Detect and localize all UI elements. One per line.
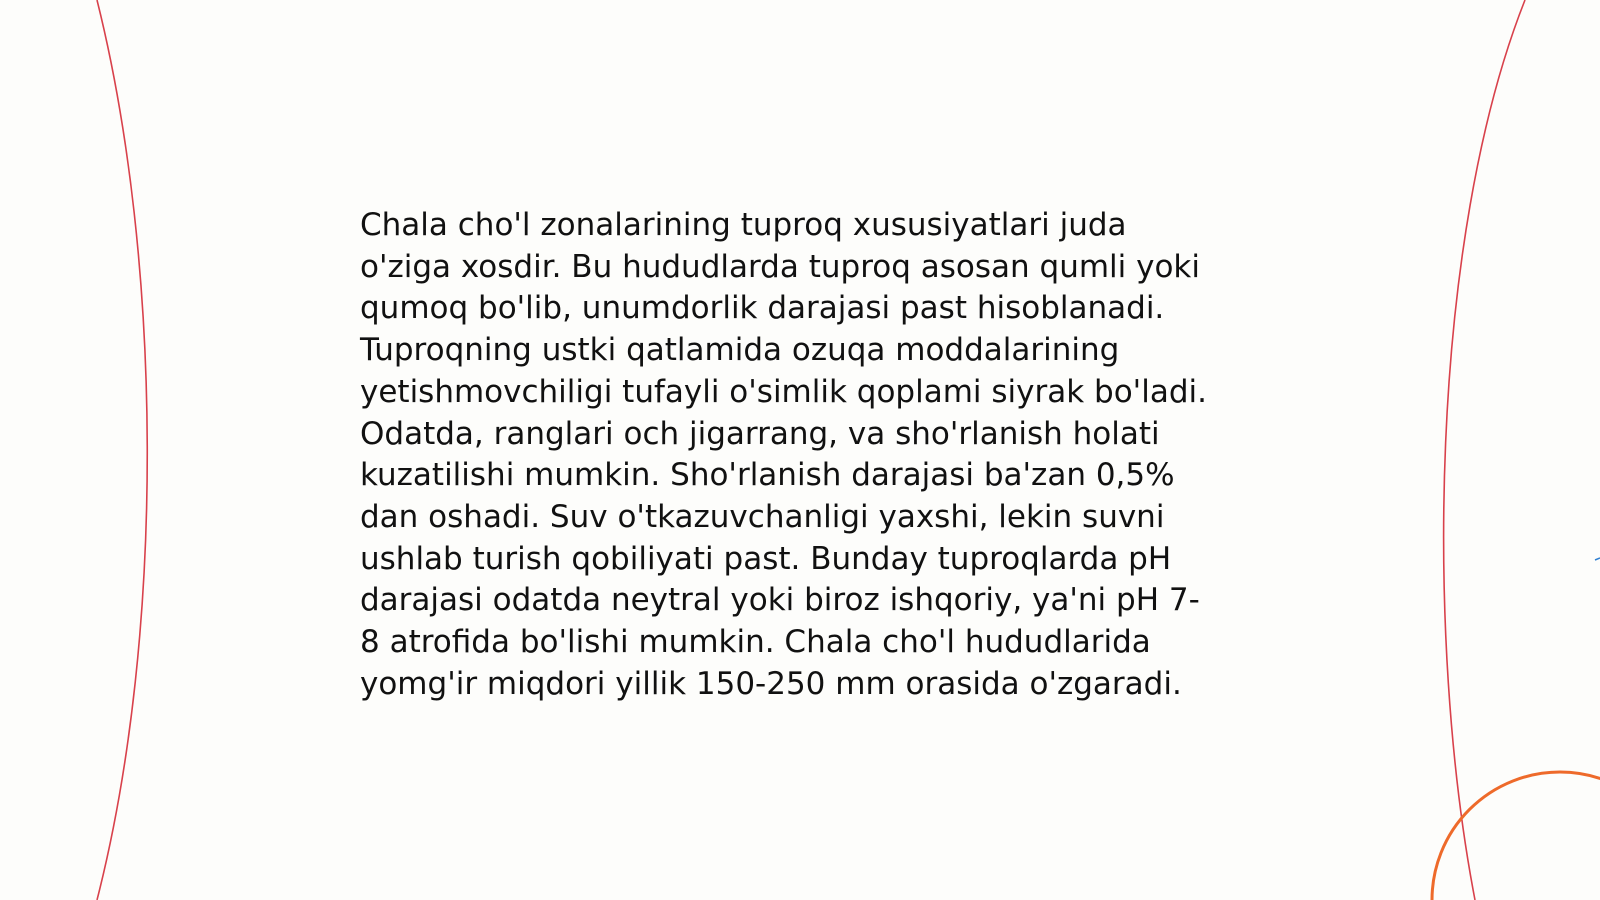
- body-paragraph: [360, 205, 1260, 705]
- paragraph-line: Chala cho'l zonalarining tuproq xususiyatlari juda: [360, 207, 1127, 243]
- paragraph-line: yetishmovchiligi tufayli o'simlik qoplami siyrak bo'ladi.: [360, 373, 1207, 410]
- paragraph-line: dan oshadi. Suv o'tkazuvchanligi yaxshi, lekin suvni: [360, 498, 1165, 535]
- paragraph-line: ushlab turish qobiliyati past. Bunday tuproqlarda pH: [360, 540, 1172, 577]
- paragraph-line: o'ziga xosdir. Bu hududlarda tuproq asosan qumli yoki: [360, 248, 1200, 285]
- paragraph-line: 8 atrofida bo'lishi mumkin. Chala cho'l hududlarida: [360, 624, 1151, 661]
- paragraph-line: Tuproqning ustki qatlamida ozuqa moddalarining: [360, 332, 1120, 369]
- paragraph-line: kuzatilishi mumkin. Sho'rlanish darajasi ba'zan 0,5%: [360, 457, 1175, 494]
- accent-circle: [1432, 772, 1600, 900]
- paragraph-line: yomg'ir miqdori yillik 150-250 mm orasida o'zgaradi.: [360, 665, 1182, 702]
- paragraph-line: Odatda, ranglari och jigarrang, va sho'rlanish holati: [360, 415, 1160, 452]
- left-arc: [97, 0, 147, 900]
- paragraph-line: qumoq bo'lib, unumdorlik darajasi past hisoblanadi.: [360, 290, 1165, 327]
- paragraph-line: darajasi odatda neytral yoki biroz ishqoriy, ya'ni pH 7-: [360, 582, 1200, 619]
- right-arc: [1444, 0, 1525, 900]
- blue-mark: [1595, 558, 1600, 560]
